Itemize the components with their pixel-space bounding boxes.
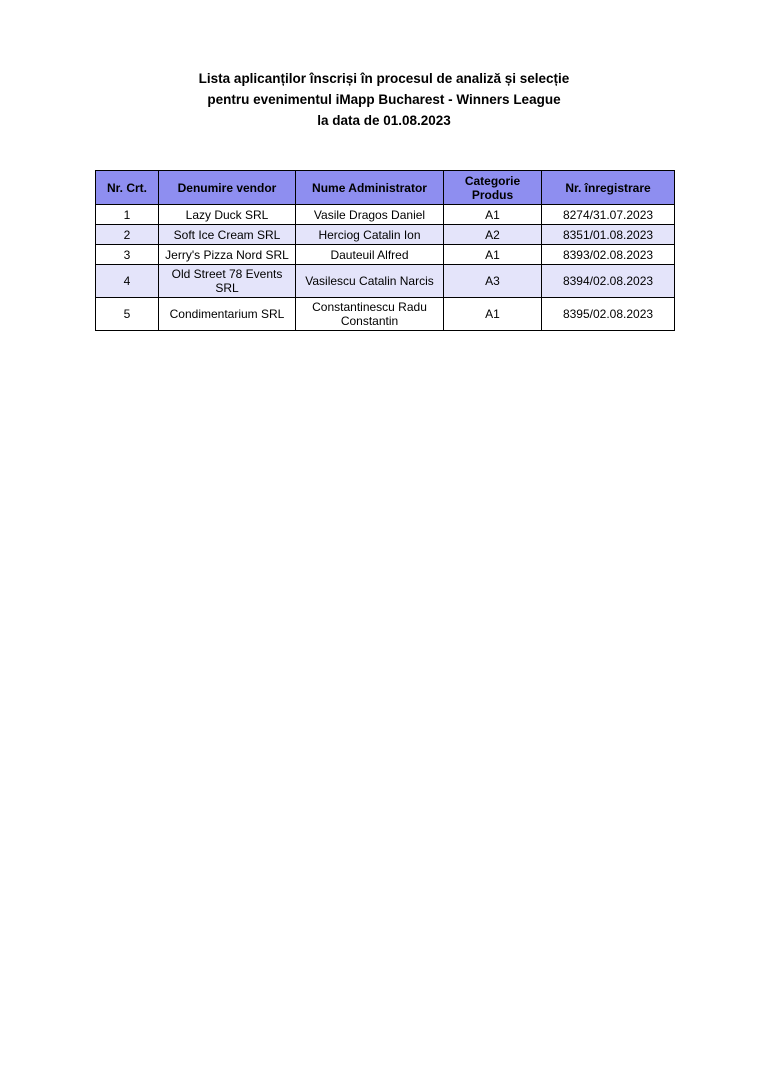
cell-category: A1 (444, 205, 542, 225)
cell-vendor: Soft Ice Cream SRL (159, 225, 296, 245)
cell-category: A1 (444, 245, 542, 265)
vendors-table (95, 170, 675, 331)
header-category-line2: Produs (471, 187, 514, 202)
cell-administrator-line1: Constantinescu Radu (312, 300, 427, 314)
cell-registration: 8274/31.07.2023 (542, 205, 675, 225)
title-line-2: pentru evenimentul iMapp Bucharest - Winners League (207, 92, 561, 107)
cell-administrator: Vasile Dragos Daniel (296, 205, 444, 225)
cell-nr: 3 (96, 245, 159, 265)
table-row (96, 298, 675, 331)
cell-registration: 8393/02.08.2023 (542, 245, 675, 265)
cell-administrator (296, 298, 444, 331)
table-row (96, 225, 675, 245)
cell-registration: 8351/01.08.2023 (542, 225, 675, 245)
cell-administrator: Vasilescu Catalin Narcis (296, 265, 444, 298)
document-title (0, 68, 768, 131)
title-line-1: Lista aplicanților înscriși în procesul de analiză și selecție (198, 71, 570, 86)
table-header-row (96, 171, 675, 205)
cell-administrator: Herciog Catalin Ion (296, 225, 444, 245)
table-row (96, 205, 675, 225)
table-row (96, 245, 675, 265)
header-nr-crt: Nr. Crt. (96, 171, 159, 205)
cell-administrator-line2: Constantin (340, 314, 399, 328)
cell-vendor (159, 265, 296, 298)
cell-category: A3 (444, 265, 542, 298)
cell-vendor: Jerry's Pizza Nord SRL (159, 245, 296, 265)
header-category-line1: Categorie (464, 173, 521, 188)
header-administrator-name: Nume Administrator (296, 171, 444, 205)
cell-registration: 8395/02.08.2023 (542, 298, 675, 331)
cell-registration: 8394/02.08.2023 (542, 265, 675, 298)
cell-vendor: Lazy Duck SRL (159, 205, 296, 225)
header-product-category (444, 171, 542, 205)
header-vendor-name: Denumire vendor (159, 171, 296, 205)
cell-nr: 4 (96, 265, 159, 298)
cell-category: A1 (444, 298, 542, 331)
table-row (96, 265, 675, 298)
title-date-line: la data de 01.08.2023 (317, 113, 451, 128)
cell-vendor-line2: SRL (215, 281, 239, 295)
cell-nr: 2 (96, 225, 159, 245)
cell-vendor-line1: Old Street 78 Events (171, 267, 283, 281)
cell-administrator: Dauteuil Alfred (296, 245, 444, 265)
header-registration-number: Nr. înregistrare (542, 171, 675, 205)
cell-category: A2 (444, 225, 542, 245)
cell-vendor: Condimentarium SRL (159, 298, 296, 331)
cell-nr: 1 (96, 205, 159, 225)
cell-nr: 5 (96, 298, 159, 331)
